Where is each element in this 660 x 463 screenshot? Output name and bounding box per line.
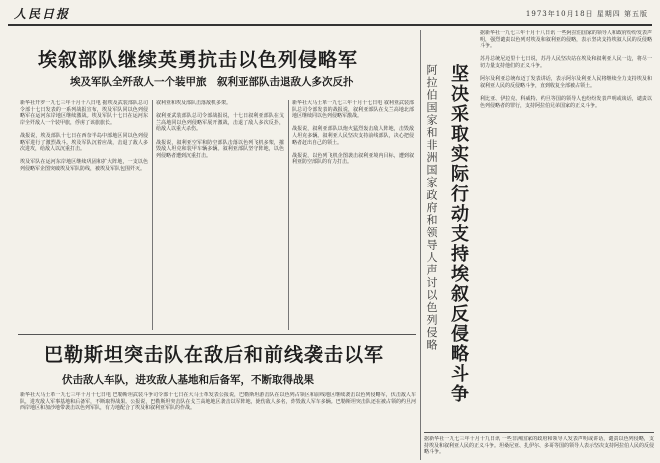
article3-headline: 坚决采取实际行动支持埃叙反侵略斗争 xyxy=(448,64,469,404)
newspaper-name: 人民日报 xyxy=(14,7,71,21)
article2-body: 新华社大马士革一九七三年十月十七日电 巴勒斯坦武装斗争司令部十七日在大马士革发表公报说，巴勒斯坦游击队在以色列占领区和前线地区继续袭击以色列侵略军，伏击敌人车队，进攻敌人军事基地和后备军，不断取得战果。公报说，巴勒斯坦突击队在戈兰高地地区袭击以军阵地，毙伤敌人多名，炸毁敌人军车多辆。巴勒斯坦突击队还在被占领的约旦河西岸地区和加沙地带袭击以色列军队，有力地配合了埃及和叙利亚军队的作战。 xyxy=(20,392,416,412)
masthead xyxy=(8,4,652,26)
section-divider xyxy=(18,334,416,335)
column-rule xyxy=(288,100,289,330)
column-rule xyxy=(420,30,421,460)
article1-subhead: 埃及军队全歼敌人一个装甲旅 叙利亚部队击退敌人多次反扑 xyxy=(70,76,354,88)
article1-body-col3: 新华社大马士革一九七三年十月十七日电 叙利亚武装部队总司令部发表的战报说，叙利亚部队在戈兰高地北部地区继续同以色列侵略军激战。 战报说，叙利亚部队以炮火猛烈轰击敌人阵地，击毁敌人坦克多辆。叙利亚人民坚决支持前线部队，决心把侵略者赶出自己的领土。 战报说，以色列飞机企图袭击叙利亚境内目标，遭到叙利亚防空部队的有力打击。 xyxy=(292,100,414,166)
article3-body-bottom: 据新华社一九七三年十月十九日讯 一些非洲国家的政府和领导人发表声明或讲话，谴责以色列侵略，支持埃及和叙利亚人民的正义斗争。坦桑尼亚、扎伊尔、多哥等国的领导人表示坚决支持阿拉伯人民的反侵略斗争。 xyxy=(424,436,654,456)
article3-body-top: 据新华社一九七三年十月十八日讯 一些阿拉伯国家的领导人和政府纷纷发表声明，强烈谴责以色列对埃及和叙利亚的侵略，表示坚决支持埃叙人民的反侵略斗争。 苏丹总统尼迈里十七日说，苏丹人民坚决站在埃及和叙利亚人民一边，将尽一切力量支持他们的正义斗争。 阿尔及利亚总统布迈丁发表讲话，表示阿尔及利亚人民将继续全力支持埃及和叙利亚人民的反侵略斗争，直到收复全部被占领土。 利比亚、伊拉克、科威特、约旦等国的领导人也纷纷发表声明或谈话，谴责以色列侵略者的罪行，支持阿拉伯兄弟国家的正义斗争。 xyxy=(480,30,652,109)
article1-headline: 埃叙部队继续英勇抗击以色列侵略军 xyxy=(38,49,359,71)
section-divider xyxy=(424,432,654,433)
article2-headline: 巴勒斯坦突击队在敌后和前线袭击以军 xyxy=(44,344,385,366)
article2-subhead: 伏击敌人车队，进攻敌人基地和后备军，不断取得战果 xyxy=(62,374,314,386)
masthead-date: 1973年10月18日 星期四 第五版 xyxy=(525,10,648,18)
article3-subhead: 阿拉伯国家和非洲国家政府和领导人声讨以色列侵略 xyxy=(425,64,438,352)
article1-body-col1: 新华社开罗一九七三年十月十八日电 据埃及武装部队总司令部十七日发表的一系列战报宣布，埃及军队同以色列侵略军在运河东岸地区继续激战。埃及军队十七日在运河东岸全歼敌人一个装甲旅，俘虏了该旅旅长。 战报说，埃及部队十七日在西奈半岛中部地区同以色列侵略军进行了激烈战斗。埃及军队沉着应战，击退了敌人多次进攻，给敌人以沉重打击。 埃及军队在运河东岸地区继续巩固和扩大阵地，一支以色列侵略军企图突破埃及军队防线，被埃及军队包围歼灭。 xyxy=(20,100,148,172)
article1-body-col2: 叙利亚和埃及部队击落敌机多架。 叙利亚武装部队总司令部战报说，十七日叙利亚部队在戈兰高地同以色列侵略军展开激战，击退了敌人多次反扑，给敌人以重大杀伤。 战报说，叙利亚空军和防空部队击落以色列飞机多架，摧毁敌人坦克和装甲车辆多辆。叙利亚部队坚守阵地，以色列侵略者遭到沉重打击。 xyxy=(156,100,284,159)
column-rule xyxy=(152,100,153,330)
